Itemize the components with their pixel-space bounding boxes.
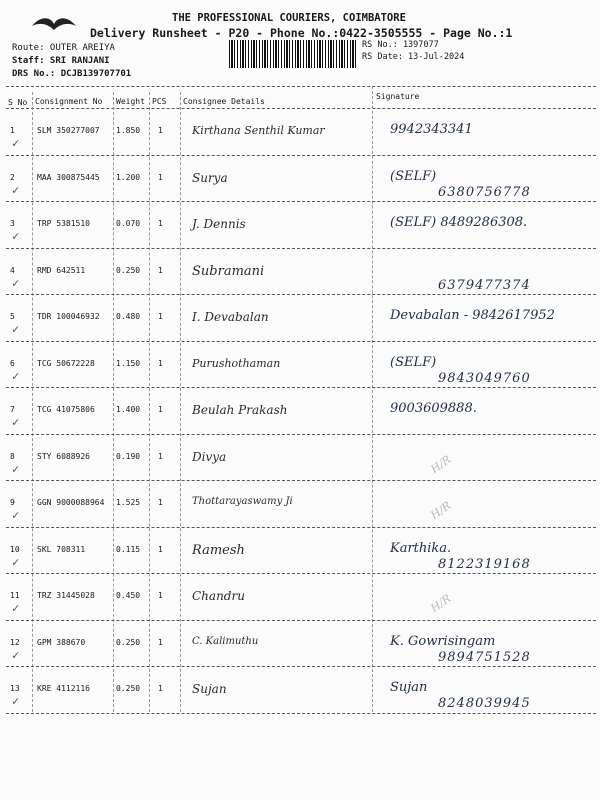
row-weight: 1.850	[116, 126, 141, 135]
row-pcs: 1	[158, 684, 163, 693]
row-signature: H/R	[428, 452, 454, 476]
check-mark-icon: ✓	[12, 136, 20, 150]
row-sno: 5	[10, 312, 15, 321]
row-pcs: 1	[158, 172, 163, 182]
rs-number: RS No.: 1397077	[362, 40, 439, 50]
row-consignee-name: I. Devabalan	[192, 310, 269, 324]
row-consignee-name: C. Kalimuthu	[192, 635, 259, 647]
row-consignment: KRE 4112116	[37, 684, 90, 693]
row-consignee-name: Sujan	[192, 682, 227, 696]
col-pcs: PCS	[152, 97, 167, 106]
row-pcs: 1	[158, 591, 163, 600]
row-pcs: 1	[158, 126, 163, 135]
row-consignee-name: Chandru	[192, 589, 245, 603]
row-signature: Karthika.	[390, 540, 452, 556]
row-sno: 10	[10, 544, 20, 554]
row-sno: 7	[10, 405, 15, 414]
check-mark-icon: ✓	[12, 508, 20, 522]
row-weight: 1.150	[116, 358, 141, 368]
col-sno: S No	[8, 98, 28, 107]
row-weight: 1.525	[116, 498, 141, 507]
row-divider	[6, 573, 596, 574]
row-pcs: 1	[158, 312, 163, 321]
row-signature: (SELF)	[390, 168, 437, 184]
row-pcs: 1	[158, 358, 163, 368]
row-consignee-name: Divya	[192, 449, 227, 464]
row-signature-phone: 9843049760	[438, 370, 531, 386]
barcode	[229, 40, 357, 68]
row-pcs: 1	[158, 405, 163, 414]
row-divider	[6, 434, 596, 435]
runsheet-subtitle: Delivery Runsheet - P20 - Phone No.:0422-3505555 - Page No.:1	[90, 26, 513, 40]
row-consignee-name: Surya	[192, 170, 228, 185]
row-signature: H/R	[428, 591, 454, 616]
row-sno: 3	[10, 219, 15, 228]
row-weight: 1.200	[116, 172, 141, 182]
col-weight: Weight	[116, 97, 145, 106]
row-sno: 8	[10, 451, 15, 461]
row-divider	[6, 341, 596, 342]
check-mark-icon: ✓	[12, 415, 20, 429]
row-consignment: GGN 9000088964	[37, 498, 105, 507]
row-divider	[6, 620, 596, 621]
row-weight: 0.115	[116, 544, 141, 554]
row-signature: (SELF) 8489286308.	[390, 215, 528, 230]
row-weight: 0.450	[116, 591, 141, 600]
row-sno: 13	[10, 684, 20, 693]
company-title: THE PROFESSIONAL COURIERS, COIMBATORE	[172, 12, 406, 24]
row-sno: 12	[10, 637, 20, 647]
row-consignee-name: J. Dennis	[192, 217, 246, 231]
row-signature-phone: 9894751528	[438, 649, 531, 665]
row-divider	[6, 480, 596, 481]
row-consignment: TCG 41075806	[37, 405, 95, 414]
row-consignment: TRP 5381510	[37, 219, 90, 228]
row-pcs: 1	[158, 544, 163, 554]
col-separator	[372, 86, 373, 712]
row-pcs: 1	[158, 498, 163, 507]
row-consignment: SKL 708311	[37, 544, 86, 554]
row-signature-phone: 8122319168	[438, 556, 531, 572]
check-mark-icon: ✓	[12, 368, 20, 383]
row-consignee-name: Kirthana Senthil Kumar	[192, 124, 325, 137]
row-pcs: 1	[158, 265, 163, 275]
row-sno: 9	[10, 498, 15, 507]
row-signature-phone: 6379477374	[438, 277, 531, 293]
row-pcs: 1	[158, 451, 163, 461]
column-header-divider	[6, 108, 596, 109]
row-signature: 9942343341	[390, 122, 473, 137]
row-weight: 0.480	[116, 312, 141, 321]
row-consignee-name: Beulah Prakash	[192, 403, 288, 417]
staff-label: Staff: SRI RANJANI	[12, 56, 110, 66]
row-divider	[6, 666, 596, 667]
row-pcs: 1	[158, 219, 163, 228]
row-weight: 0.250	[116, 684, 141, 693]
row-signature: 9003609888.	[390, 401, 477, 416]
row-divider	[6, 248, 596, 249]
row-signature: (SELF)	[390, 354, 437, 370]
row-weight: 0.190	[116, 451, 141, 461]
row-consignee-name: Purushothaman	[192, 356, 281, 370]
row-signature-phone: 6380756778	[438, 184, 531, 200]
check-mark-icon: ✓	[12, 694, 20, 708]
company-logo-icon	[30, 14, 78, 32]
row-consignment: STY 6088926	[37, 451, 90, 461]
row-consignment: SLM 350277007	[37, 126, 100, 135]
row-weight: 0.070	[116, 219, 141, 228]
col-consignee: Consignee Details	[183, 97, 265, 106]
row-weight: 0.250	[116, 637, 141, 647]
row-weight: 1.400	[116, 405, 141, 414]
check-mark-icon: ✓	[12, 554, 20, 569]
check-mark-icon: ✓	[12, 322, 20, 336]
row-consignee-name: Subramani	[192, 263, 265, 279]
check-mark-icon: ✓	[12, 229, 20, 243]
check-mark-icon: ✓	[12, 601, 20, 615]
row-consignment: RMD 642511	[37, 265, 86, 275]
row-consignment: GPM 388670	[37, 637, 86, 647]
row-consignment: TDR 100046932	[37, 312, 100, 321]
row-pcs: 1	[158, 637, 163, 647]
rs-date: RS Date: 13-Jul-2024	[362, 52, 465, 62]
row-consignment: TRZ 31445028	[37, 591, 95, 600]
row-signature-phone: 8248039945	[438, 696, 531, 711]
header-divider	[6, 86, 596, 87]
row-divider	[6, 387, 596, 388]
row-sno: 2	[10, 172, 15, 182]
row-signature: K. Gowrisingam	[390, 633, 496, 649]
row-sno: 1	[10, 126, 15, 135]
row-signature: Sujan	[390, 680, 428, 695]
row-weight: 0.250	[116, 265, 141, 275]
row-divider	[6, 713, 596, 714]
row-divider	[6, 294, 596, 295]
check-mark-icon: ✓	[12, 275, 20, 290]
row-sno: 6	[10, 358, 15, 368]
row-sno: 11	[10, 591, 20, 600]
col-consignment: Consignment No	[35, 97, 103, 106]
row-consignee-name: Thottarayaswamy Ji	[192, 496, 293, 507]
col-signature: Signature	[376, 92, 420, 101]
row-consignment: MAA 300875445	[37, 172, 100, 182]
route-label: Route: OUTER AREIYA	[12, 43, 115, 53]
row-consignee-name: Ramesh	[192, 542, 245, 558]
row-signature: H/R	[428, 498, 454, 523]
check-mark-icon: ✓	[12, 182, 20, 197]
row-signature: Devabalan - 9842617952	[390, 308, 555, 323]
row-sno: 4	[10, 265, 15, 275]
check-mark-icon: ✓	[12, 647, 20, 662]
row-consignment: TCG 50672228	[37, 358, 95, 368]
check-mark-icon: ✓	[12, 461, 20, 476]
row-divider	[6, 155, 596, 156]
row-divider	[6, 201, 596, 202]
drs-number: DRS No.: DCJB139707701	[12, 69, 132, 79]
row-divider	[6, 527, 596, 528]
